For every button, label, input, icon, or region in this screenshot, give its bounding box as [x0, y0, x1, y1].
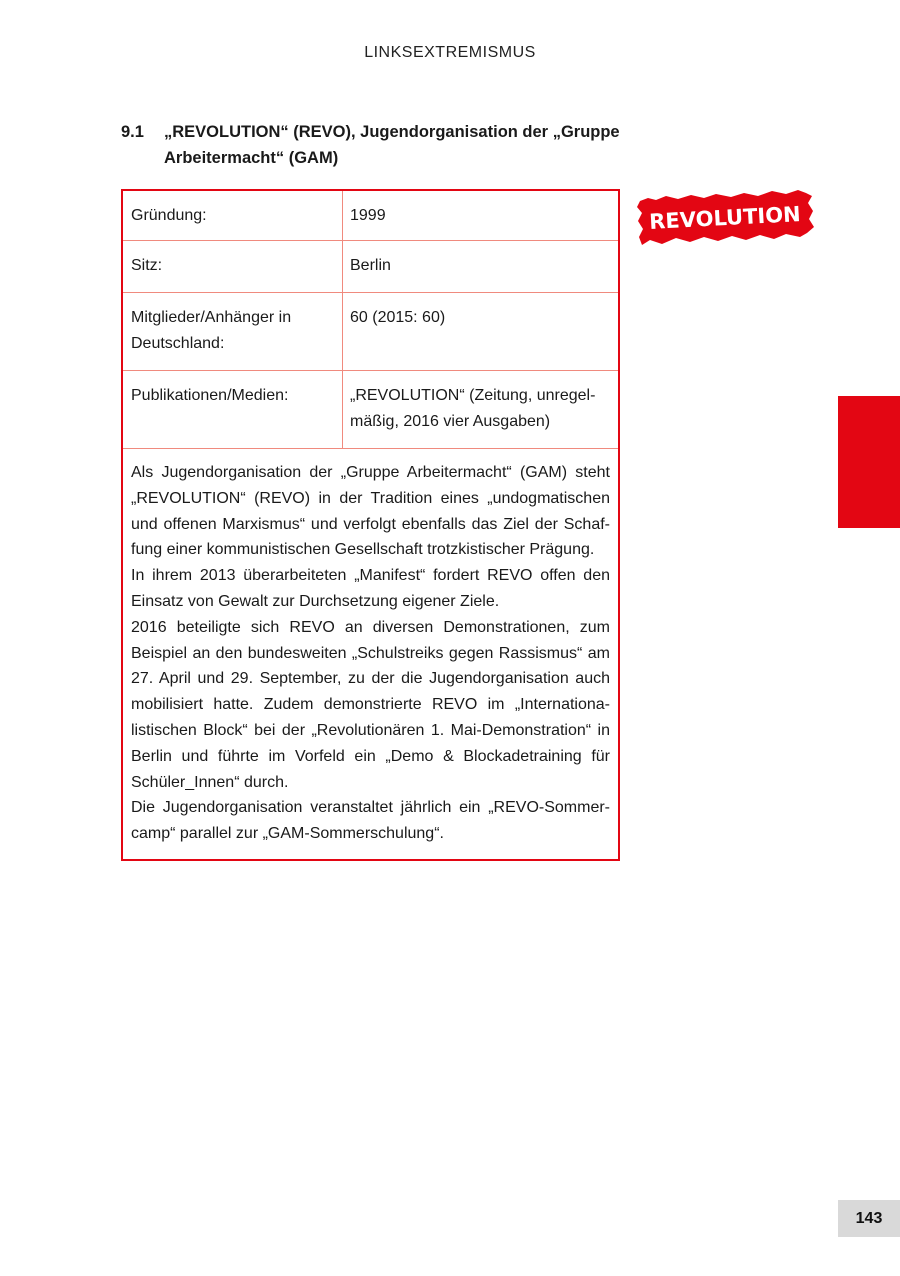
section-title: „REVOLUTION“ (REVO), Jugendorganisation der „Gruppe Arbeitermacht“ (GAM) [164, 123, 620, 167]
fact-row-publications [123, 371, 618, 449]
chapter-side-tab [838, 396, 900, 528]
section-number: 9.1 [121, 123, 144, 141]
fact-row-seat [123, 241, 618, 293]
fact-value: 1999 [350, 207, 386, 224]
fact-value: Berlin [350, 257, 391, 274]
body-paragraph: Als Jugendorganisation der „Gruppe Arbeitermacht“ (GAM) steht „REVOLUTION“ (REVO) in der Tradition eines „undogmatischen und offenen Marxismus“ und verfolgt ebenfalls das Ziel der Schaffung einer kommunistischen Gesellschaft trotzkistischer Prägung. [131, 464, 610, 559]
fact-row-members [123, 293, 618, 371]
fact-value: 60 (2015: 60) [350, 309, 446, 326]
body-paragraph: 2016 beteiligte sich REVO an diversen Demonstrationen, zum Beispiel an den bundesweiten „Schulstreiks gegen Rassismus“ am 27. April und 29. September, zu der die Jugendorganisation auch mobilisiert hatte. Zudem demonstrierte REVO im „Internationalistischen Block“ bei der „Revolutionären 1. Mai-Demonstration“ in Berlin und führte im Vorfeld ein „Demo & Blockadetraining für Schüler_Innen“ durch. [131, 618, 610, 791]
fact-label: Publikationen/Medien: [123, 371, 343, 448]
fact-label: Gründung: [123, 191, 343, 240]
fact-row-founding [123, 191, 618, 241]
running-head: LINKSEXTREMISMUS [364, 44, 536, 61]
logo-text: REVOLUTION [648, 202, 802, 234]
fact-value: „REVOLUTION“ (Zeitung, unregelmäßig, 2016 vier Ausgaben) [350, 387, 596, 430]
section-heading [121, 119, 641, 171]
page-number: 143 [838, 1200, 900, 1237]
revolution-logo [636, 187, 814, 249]
fact-label: Sitz: [123, 241, 343, 292]
fact-box-body [123, 449, 618, 859]
fact-box [121, 189, 620, 861]
fact-label: Mitglieder/Anhänger in Deutschland: [123, 293, 343, 370]
body-paragraph: Die Jugendorganisation veranstaltet jährlich ein „REVO-Sommercamp“ parallel zur „GAM-Sommerschulung“. [131, 799, 610, 843]
body-paragraph: In ihrem 2013 überarbeiteten „Manifest“ fordert REVO offen den Einsatz von Gewalt zur Durchsetzung eigener Ziele. [131, 567, 610, 610]
